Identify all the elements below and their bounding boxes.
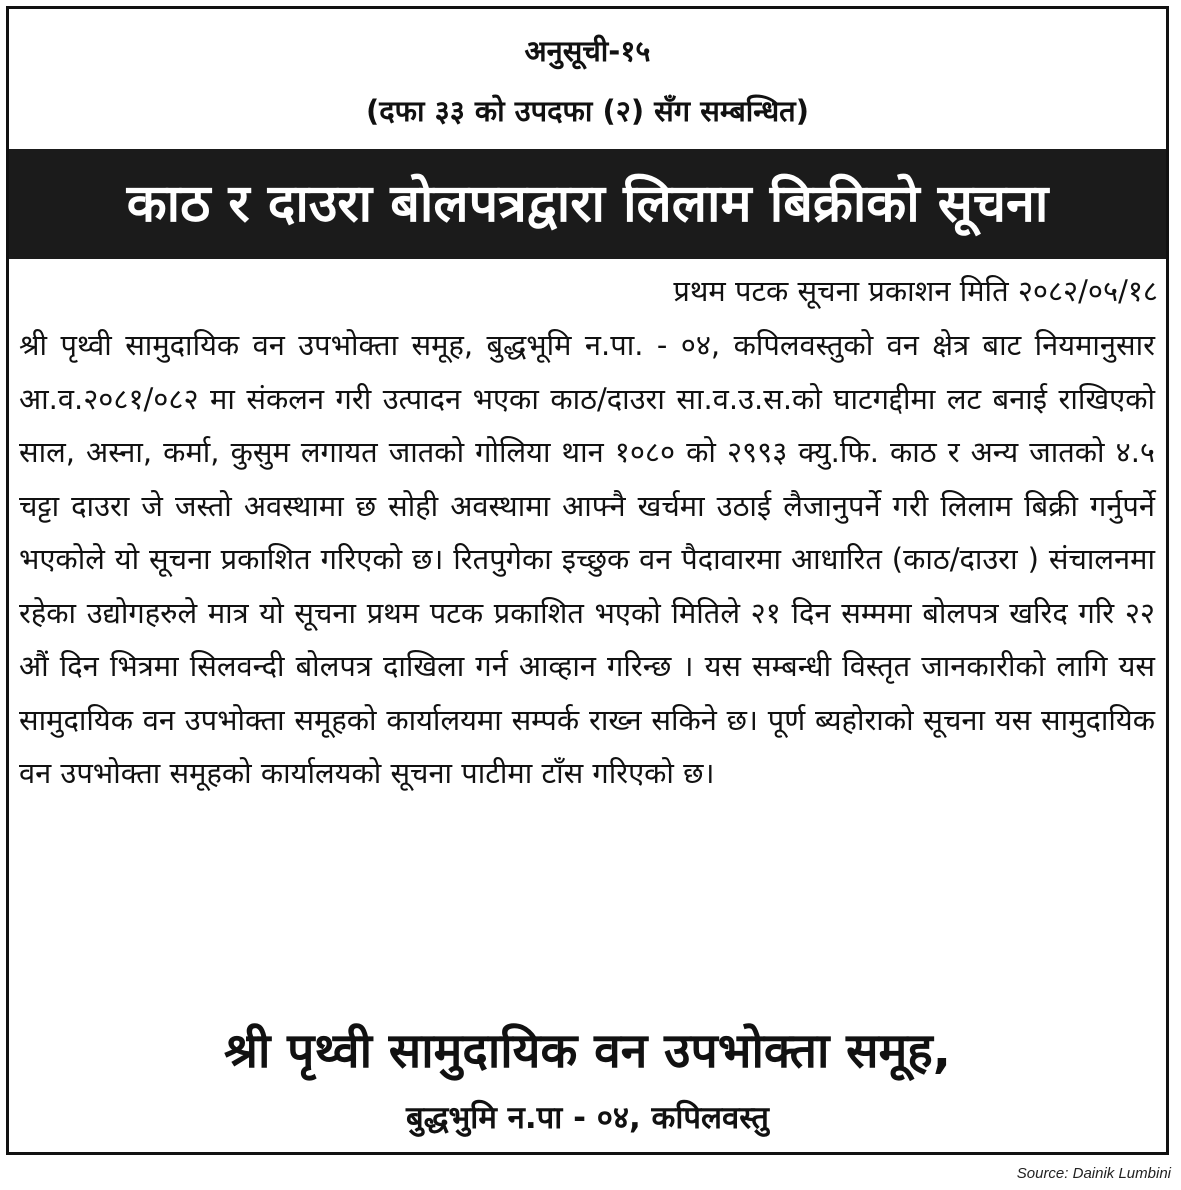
notice-frame	[6, 6, 1169, 1155]
section-reference: (दफा ३३ को उपदफा (२) सँग सम्बन्धित)	[366, 94, 809, 128]
notice-body: श्री पृथ्वी सामुदायिक वन उपभोक्ता समूह, बुद्धभूमि न.पा. - ०४, कपिलवस्तुको वन क्षेत्र बाट नियमानुसार आ.व.२०८१/०८२ मा संकलन गरी उत्पादन भएका काठ/दाउरा सा.व.उ.स.को घाटगद्दीमा लट बनाई राखिएको साल, अस्ना, कर्मा, कुसुम लगायत जातको गोलिया थान १०८० को २९९३ क्यु.फि. काठ र अन्य जातको ४.५ चट्टा दाउरा जे जस्तो अवस्थामा छ सोही अवस्थामा आफ्नै खर्चमा उठाई लैजानुपर्ने गरी लिलाम बिक्री गर्नुपर्ने भएकोले यो सूचना प्रकाशित गरिएको छ। रितपुगेका इच्छुक वन पैदावारमा आधारित (काठ/दाउरा ) संचालनमा रहेका उद्योगहरुले मात्र यो सूचना प्रथम पटक प्रकाशित भएको मितिले २१ दिन सम्ममा बोलपत्र खरिद गरि २२ औं दिन भित्रमा सिलवन्दी बोलपत्र दाखिला गर्न आव्हान गरिन्छ । यस सम्बन्धी विस्तृत जानकारीको लागि यस सामुदायिक वन उपभोक्ता समूहको कार्यालयमा सम्पर्क राख्न सकिने छ। पूर्ण ब्यहोराको सूचना यस सामुदायिक वन उपभोक्ता समूहको कार्यालयको सूचना पाटीमा टाँस गरिएको छ।	[19, 328, 1155, 790]
source-credit: Source: Dainik Lumbini	[1016, 1165, 1171, 1182]
schedule-heading: अनुसूची-१५	[524, 34, 651, 68]
organization-name: श्री पृथ्वी सामुदायिक वन उपभोक्ता समूह,	[224, 1023, 951, 1079]
notice-title-banner: काठ र दाउरा बोलपत्रद्वारा लिलाम बिक्रीको सूचना	[9, 149, 1166, 259]
publication-date: प्रथम पटक सूचना प्रकाशन मिति २०८२/०५/१८	[673, 274, 1158, 308]
organization-address: बुद्धभुमि न.पा - ०४, कपिलवस्तु	[406, 1100, 769, 1136]
